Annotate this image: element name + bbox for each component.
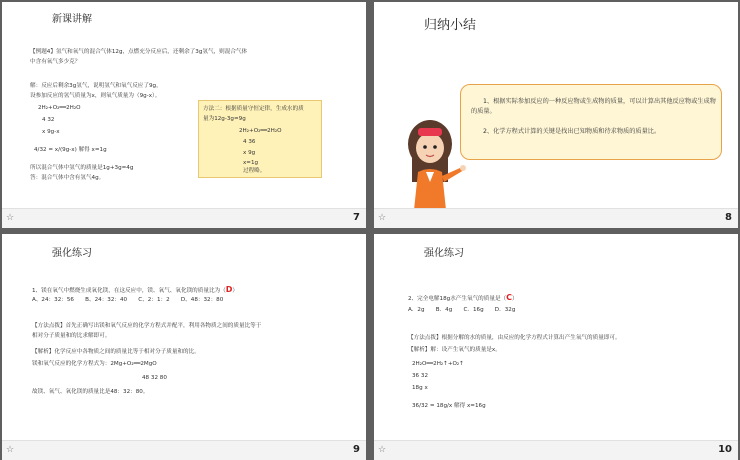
question-text: 2、完全电解18g水产生氧气的质量是（C） [408, 293, 518, 302]
slide-title: 新课讲解 [52, 14, 92, 25]
slide-title: 归纳小结 [424, 18, 477, 33]
result-line: 4/32 = x/(9g-x) 解得 x=1g [34, 147, 107, 153]
options-text: A、24：32：56 B、24：32：40 C、2：1：2 D、48：32：80 [32, 297, 224, 303]
page-number: 10 [718, 444, 732, 455]
method-two-box: 方法二：根据质量守恒定律，生成水的质 量为12g-3g=9g 2H₂+O₂══2H₂O 4 36 x 9g x=1g 过程略。 [198, 100, 322, 178]
slide-8[interactable] [374, 2, 738, 228]
slide-title: 强化练习 [424, 248, 464, 259]
analysis-line: 48 32 80 [142, 375, 167, 381]
answer-line: 答：混合气体中含有氢气4g。 [30, 175, 105, 181]
solution-line: 设参加反应的氢气质量为x，则氧气质量为（9g-x）。 [30, 93, 161, 99]
equation-line: 4 32 [42, 117, 55, 123]
result-line: 所以混合气体中氢气的质量是1g+3g=4g [30, 165, 134, 171]
slide-footer [374, 208, 738, 228]
slide-title: 强化练习 [52, 248, 92, 259]
example-line: 【例题4】氢气和氧气的混合气体12g，点燃充分反应后，还剩余了3g氢气，则混合气体 [30, 49, 248, 55]
page-number: 9 [353, 444, 360, 455]
analysis-line: 【解析】解：设产生氧气的质量是x。 [408, 347, 501, 353]
analysis-line: 18g x [412, 385, 428, 391]
options-text: A．2g B．4g C．16g D．32g [408, 307, 516, 313]
solution-line: 解：反应后剩余3g氢气，说明氢气和氧气反应了9g， [30, 83, 162, 89]
slide-9[interactable] [2, 234, 366, 460]
equation-line: 2H₂+O₂══2H₂O [38, 105, 81, 111]
summary-point: 1、根据实际参加反应的一种反应物或生成物的质量，可以计算出其他反应物或生成物的质量。 [471, 98, 716, 115]
star-icon[interactable]: ☆ [378, 445, 387, 455]
star-icon[interactable]: ☆ [378, 213, 387, 223]
analysis-line: 36 32 [412, 373, 429, 379]
slide-7[interactable] [2, 2, 366, 228]
analysis-line: 故镁、氧气、氧化镁的质量比是48：32：80。 [32, 389, 149, 395]
analysis-line: 镁和氧气反应的化学方程式为：2Mg+O₂══2MgO [32, 361, 157, 367]
answer-letter: D [225, 285, 233, 294]
star-icon[interactable]: ☆ [6, 445, 15, 455]
slide-10[interactable] [374, 234, 738, 460]
question-text: 1、镁在氧气中燃烧生成氧化镁，在这反应中，镁、氧气、氧化镁的质量比为（D） [32, 285, 238, 294]
page-number: 8 [725, 212, 732, 223]
page-number: 7 [353, 212, 360, 223]
answer-letter: C [506, 293, 513, 302]
slide-footer [2, 440, 366, 460]
analysis-line: 36/32 = 18g/x 解得 x=16g [412, 403, 486, 409]
slide-footer [2, 208, 366, 228]
equation-line: x 9g-x [42, 129, 60, 135]
slide-footer [374, 440, 738, 460]
method-line: 【方法点拨】首先正确写出镁和氧气反应的化学方程式并配平，利用各物质之间的质量比等于 [32, 323, 262, 329]
teacher-illustration [404, 118, 474, 210]
analysis-line: 【解析】化学反应中各物质之间的质量比等于相对分子质量和的比。 [32, 349, 200, 355]
summary-bubble [460, 84, 722, 160]
method-line: 【方法点拨】根据分解的水的质量，由反应的化学方程式计算出产生氧气的质量即可。 [408, 335, 621, 341]
analysis-line: 2H₂O══2H₂↑+O₂↑ [412, 361, 464, 367]
summary-point: 2、化学方程式计算的关键是找出已知物质和待求物质的质量比。 [483, 128, 661, 135]
star-icon[interactable]: ☆ [6, 213, 15, 223]
method-line: 相对分子质量和的比求解即可。 [32, 333, 111, 339]
example-line: 中含有氧气多少克？ [30, 59, 81, 65]
